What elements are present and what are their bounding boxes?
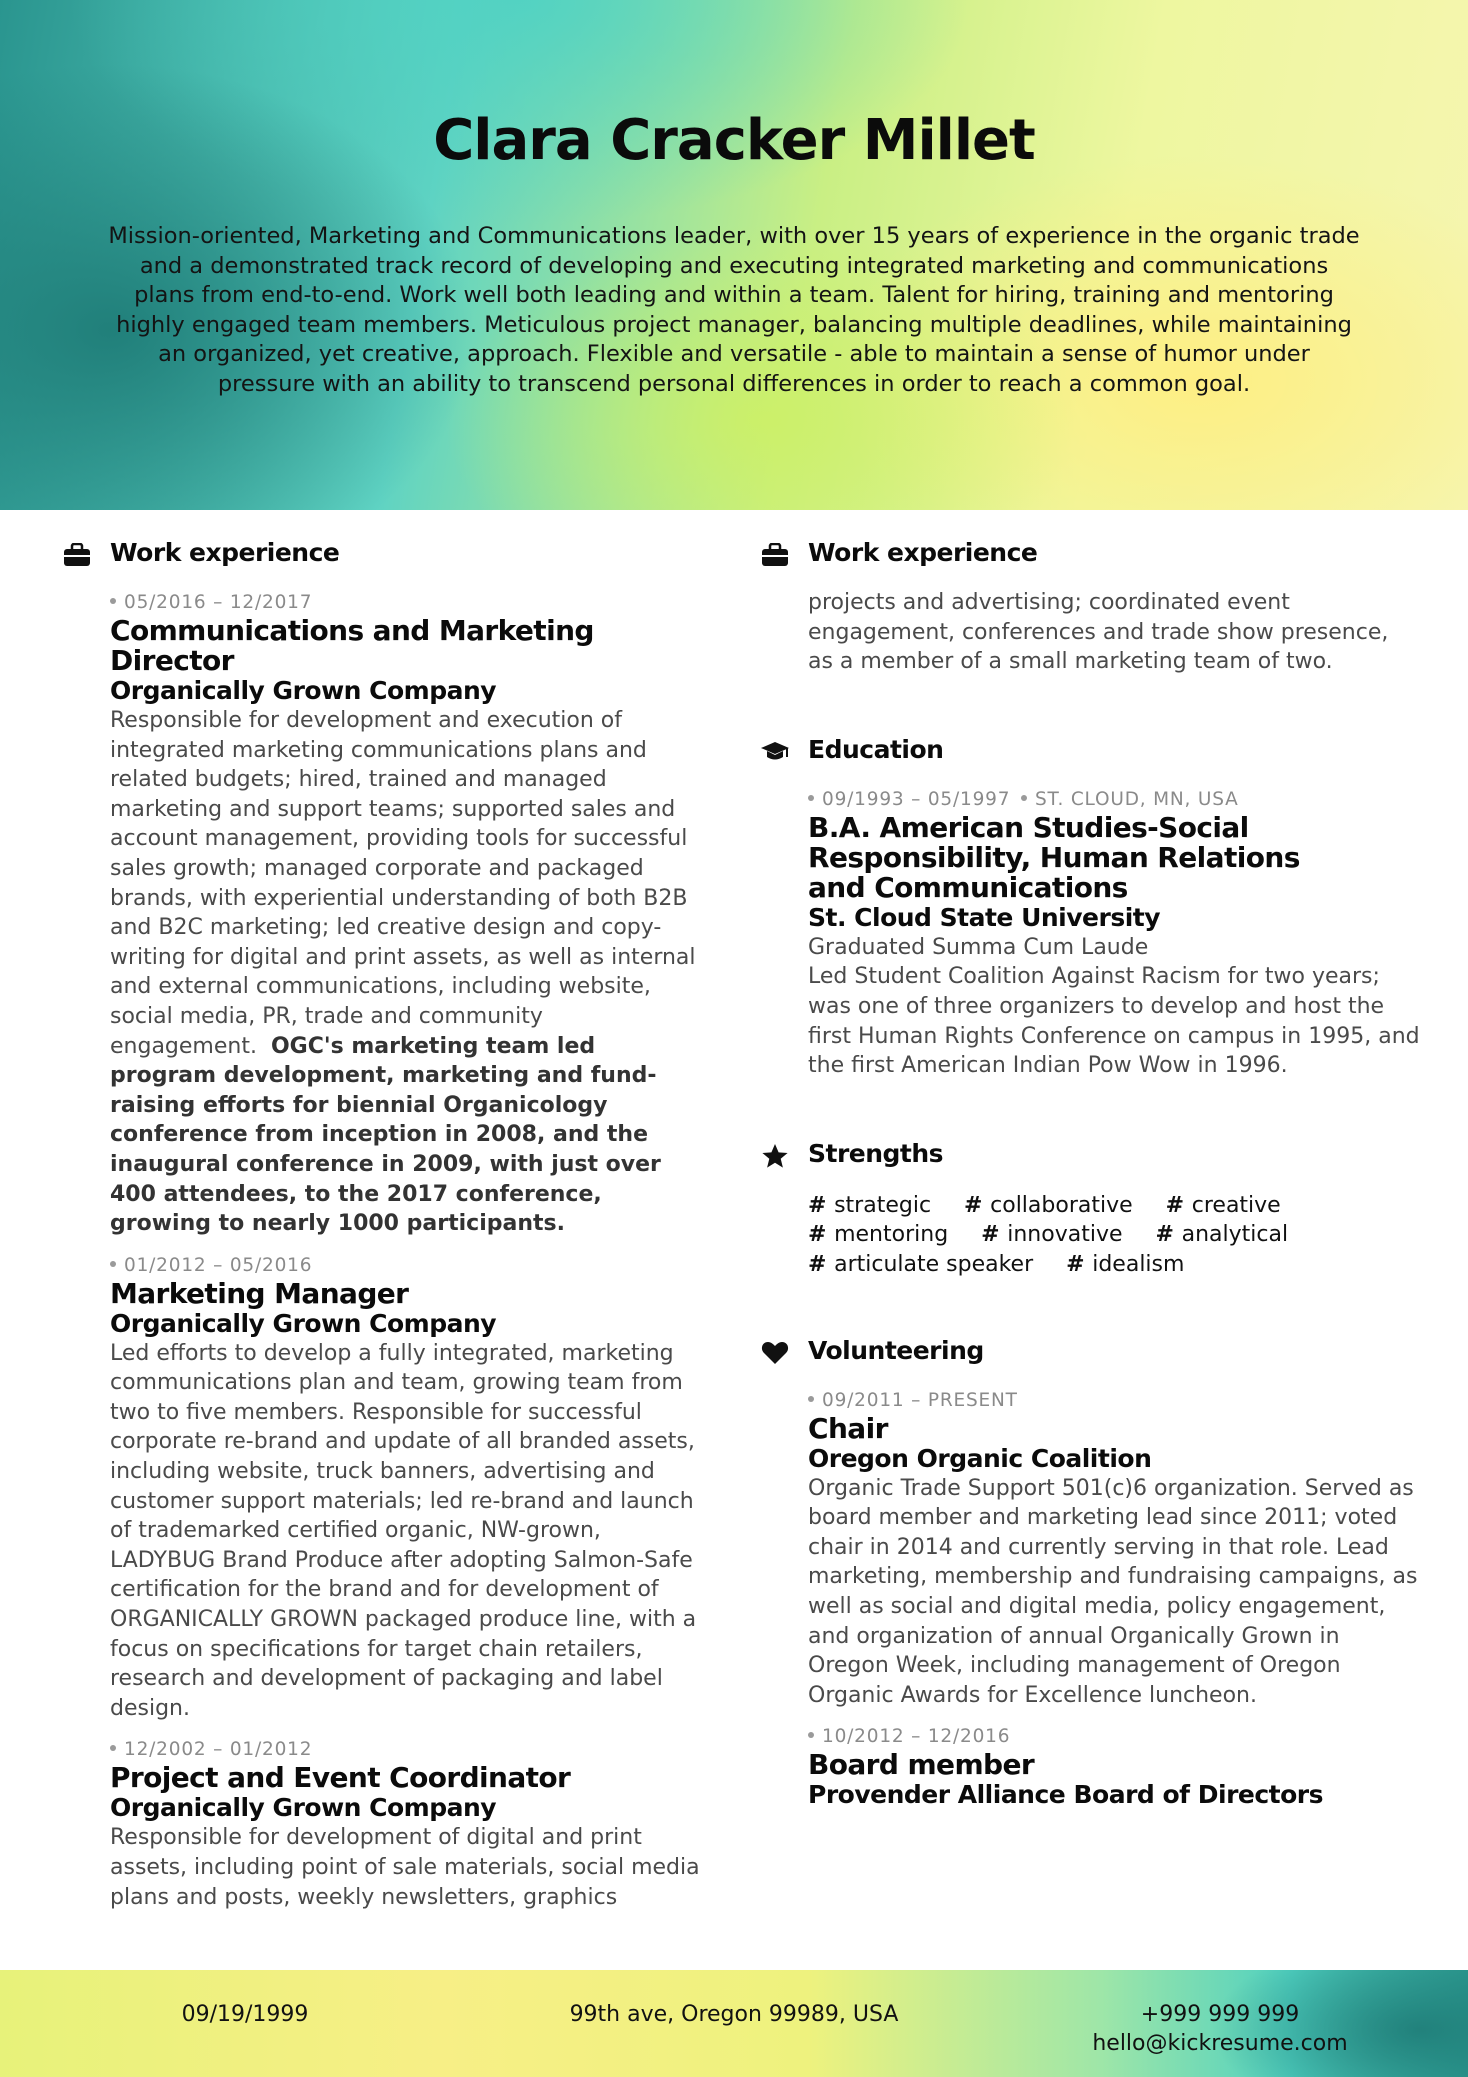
volunteer-role: Board member [808,1748,1035,1782]
header-banner [0,0,1468,510]
education-description: Led Student Coalition Against Racism for two years; was one of three organizers to develop and host the first Human Rights Conference on campus in 1995, and the first American Indian Pow Wow in 1996. [808,964,1420,1079]
address: 99th ave, Oregon 99989, USA [569,2002,899,2027]
degree-title: B.A. American Studies-Social Responsibility, Human Relations and Communications [808,810,1300,904]
job-role: Communications and Marketing Director [110,614,594,677]
email-link[interactable]: hello@kickresume.com [1092,2031,1348,2056]
job-company: Organically Grown Company [110,676,497,705]
job-entry-continued [808,588,1420,677]
birthdate: 09/19/1999 [181,2002,309,2027]
strengths-section [760,1135,1420,1280]
job-date: 01/2012 – 05/2016 [124,1254,313,1276]
volunteer-organization: Oregon Organic Coalition [808,1443,1152,1473]
volunteer-entry [808,1388,1420,1711]
bullet-dot [110,598,116,604]
star-icon [760,1143,790,1169]
job-description: Responsible for development of digital and print assets, including point of sale materials, social media plans and posts, weekly newsletters, graphics [110,1825,700,1910]
section-title: Volunteering [808,1335,984,1365]
strength-tag: # mentoring [808,1222,949,1248]
strength-tag: # strategic [808,1192,932,1218]
job-highlight: OGC's marketing team led program development, marketing and fund-raising efforts for biennial Organicology conference from inception in 2008, and the inaugural conference in 2009, with just over 400 attendees, to the 2017 conference, growing to nearly 1000 participants. [110,1033,661,1237]
briefcase-icon [62,542,92,568]
strength-tag: # articulate speaker [808,1251,1034,1277]
job-company: Organically Grown Company [110,1308,497,1338]
section-title: Work experience [110,538,340,567]
right-column [760,534,1420,1810]
bullet-dot [1021,795,1027,801]
education-honor: Graduated Summa Cum Laude [808,934,1149,960]
strength-tag: # idealism [1066,1251,1185,1277]
job-company: Organically Grown Company [110,1793,497,1823]
graduation-cap-icon [760,739,790,765]
footer-banner [0,1970,1468,2077]
job-description: Led efforts to develop a fully integrated, marketing communications plan and team, growing team from two to five members. Responsible for successful corporate re-brand and update of all branded assets, including website, truck banners, advertising and customer support materials; led re-brand and launch of trademarked certified organic, NW-grown, LADYBUG Brand Produce after adopting Salmon-Safe certification for the brand and for development of ORGANICALLY GROWN packaged produce line, with a focus on specifications for target chain retailers, research and development of packaging and label design. [110,1340,697,1721]
job-entry [110,1253,702,1724]
phone: +999 999 999 [1140,2002,1300,2027]
profile-summary: Mission-oriented, Marketing and Communications leader, with over 15 years of experience in the organic trade and a demonstrated track record of developing and executing integrated marketing and communications plans from end-to-end. Work well both leading and within a team. Talent for hiring, training and mentoring highly engaged team members. Meticulous project manager, balancing multiple deadlines, while maintaining an organized, yet creative, approach. Flexible and versatile - able to maintain a sense of humor under pressure with an ability to transcend personal differences in order to reach a common goal. [108,223,1360,397]
job-description: Responsible for development and execution of integrated marketing communications plans and related budgets; hired, trained and managed marketing and support teams; supported sales and account management, providing tools for successful sales growth; managed corporate and packaged brands, with experiential understanding of both B2B and B2C marketing; led creative design and copy-writing for digital and print assets, as well as internal and external communications, including website, social media, PR, trade and community engagement. OGC's marketing team led program development, marketing and fund-raising efforts for biennial Organicology conference from inception in 2008, and the inaugural conference in 2009, with just over 400 attendees, to the 2017 conference, growing to nearly 1000 participants. [110,708,696,1237]
volunteer-description: Organic Trade Support 501(c)6 organization. Served as board member and marketing lead since 2011; voted chair in 2014 and currently serving in that role. Lead marketing, membership and fundraising campaigns, as well as social and digital media, policy engagement, and organization of annual Organically Grown in Oregon Week, including management of Oregon Organic Awards for Excellence luncheon. [808,1475,1418,1708]
work-experience-section [62,534,702,1912]
volunteer-date: 09/2011 – PRESENT [822,1389,1018,1411]
education-location: ST. CLOUD, MN, USA [1035,788,1239,810]
heart-icon [760,1340,790,1366]
strength-tag: # innovative [981,1222,1123,1248]
job-role: Project and Event Coordinator [110,1761,571,1795]
volunteer-organization: Provender Alliance Board of Directors [808,1780,1324,1810]
bullet-dot [110,1745,116,1751]
left-column [62,534,702,1912]
job-date: 12/2002 – 01/2012 [124,1739,313,1761]
section-title: Education [808,734,944,764]
education-date: 09/1993 – 05/1997 [822,788,1011,810]
bullet-dot [110,1261,116,1267]
school-name: St. Cloud State University [808,902,1161,932]
work-experience-continued-section [760,534,1420,677]
section-title: Strengths [808,1138,944,1168]
job-entry [110,590,702,1239]
strength-tag: # creative [1165,1192,1281,1218]
strength-tag: # collaborative [964,1192,1133,1218]
candidate-name: Clara Cracker Millet [433,108,1035,173]
strength-tag: # analytical [1155,1222,1289,1248]
education-entry [808,787,1420,1081]
job-entry [110,1737,702,1912]
bullet-dot [808,1396,814,1402]
job-description-continued: projects and advertising; coordinated event engagement, conferences and trade show presence, as a member of a small marketing team of two. [808,590,1389,675]
education-section [760,731,1420,1081]
bullet-dot [808,1732,814,1738]
volunteer-role: Chair [808,1411,888,1445]
job-role: Marketing Manager [110,1276,409,1310]
strength-row [808,1191,1420,1221]
volunteer-entry [808,1724,1420,1810]
volunteer-date: 10/2012 – 12/2016 [822,1726,1011,1748]
section-title: Work experience [808,538,1038,567]
volunteering-section [760,1332,1420,1811]
strength-row [808,1250,1420,1280]
bullet-dot [808,795,814,801]
strength-tags [808,1191,1420,1280]
strength-row [808,1220,1420,1250]
job-date: 05/2016 – 12/2017 [124,592,313,613]
briefcase-icon [760,542,790,568]
